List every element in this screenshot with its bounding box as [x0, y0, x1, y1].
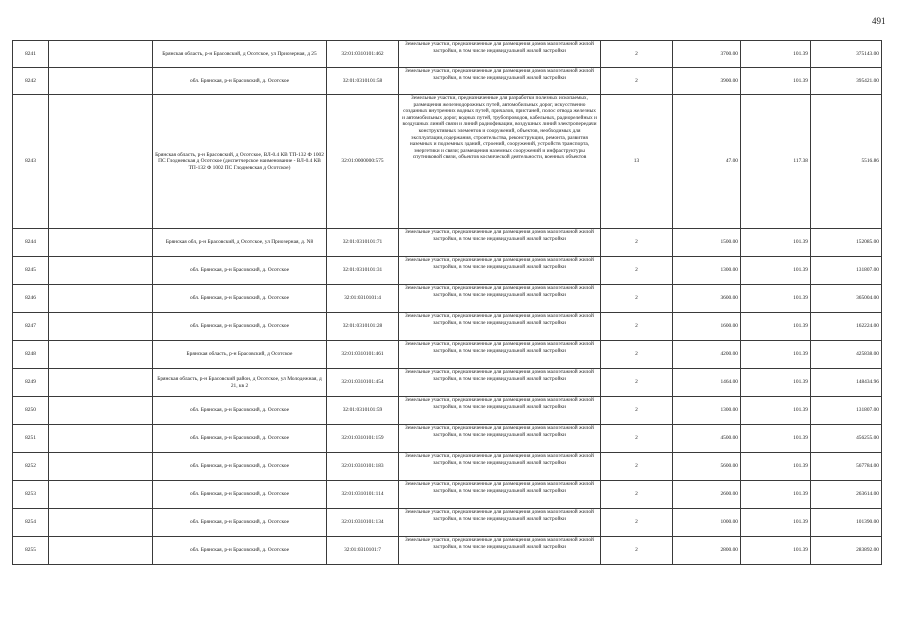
specific-value-cell: 101.39: [741, 537, 811, 565]
address-cell: обл. Брянская, р-н Брасовский, д. Осотское: [153, 257, 327, 285]
table-row: [13, 425, 882, 453]
cadastral-number-cell: 32:01:0310101:134: [327, 509, 399, 537]
cadastral-number-cell: 32:01:0310101:71: [327, 229, 399, 257]
table-row: [13, 257, 882, 285]
specific-value-cell: 117.38: [741, 95, 811, 229]
empty-cell: [49, 537, 153, 565]
empty-cell: [49, 285, 153, 313]
land-category-cell: Земельные участки, предназначенные для размещения домов малоэтажной жилой застройки, в том числе индивидуальной жилой застройки: [399, 397, 601, 425]
row-number-cell: 8242: [13, 68, 49, 95]
row-number-cell: 8254: [13, 509, 49, 537]
group-cell: 2: [601, 68, 673, 95]
area-cell: 4500.00: [673, 425, 741, 453]
group-cell: 2: [601, 285, 673, 313]
cadastral-number-cell: 32:01:0310101:58: [327, 68, 399, 95]
specific-value-cell: 101.39: [741, 481, 811, 509]
area-cell: 1000.00: [673, 509, 741, 537]
area-cell: 47.00: [673, 95, 741, 229]
land-category-cell: Земельные участки, предназначенные для размещения домов малоэтажной жилой застройки, в том числе индивидуальной жилой застройки: [399, 68, 601, 95]
land-category-cell: Земельные участки, предназначенные для размещения домов малоэтажной жилой застройки, в том числе индивидуальной жилой застройки: [399, 425, 601, 453]
group-cell: 2: [601, 397, 673, 425]
address-cell: обл. Брянская, р-н Брасовский, д. Осотское: [153, 397, 327, 425]
address-cell: Брянская область, р-н Брасовский, д Осотское: [153, 341, 327, 369]
area-cell: 1464.00: [673, 369, 741, 397]
address-cell: обл. Брянская, р-н Брасовский, д. Осотское: [153, 313, 327, 341]
empty-cell: [49, 453, 153, 481]
row-number-cell: 8255: [13, 537, 49, 565]
area-cell: 1300.00: [673, 397, 741, 425]
cadastral-number-cell: 32:01:0310101:31: [327, 257, 399, 285]
cadastral-value-cell: 101390.00: [811, 509, 882, 537]
specific-value-cell: 101.39: [741, 453, 811, 481]
specific-value-cell: 101.39: [741, 229, 811, 257]
specific-value-cell: 101.39: [741, 369, 811, 397]
land-category-cell: Земельные участки, предназначенные для размещения домов малоэтажной жилой застройки, в том числе индивидуальной жилой застройки: [399, 41, 601, 68]
cadastral-value-cell: 365004.00: [811, 285, 882, 313]
row-number-cell: 8244: [13, 229, 49, 257]
cadastral-number-cell: 32:01:0310101:462: [327, 41, 399, 68]
group-cell: 2: [601, 341, 673, 369]
land-category-cell: Земельные участки, предназначенные для размещения домов малоэтажной жилой застройки, в том числе индивидуальной жилой застройки: [399, 313, 601, 341]
group-cell: 2: [601, 257, 673, 285]
area-cell: 3600.00: [673, 285, 741, 313]
land-category-cell: Земельные участки, предназначенные для разработки полезных ископаемых, размещения железнодорожных путей, автомобильных дорог, искусственно созданных внутренних водных путей, причалов, пристаней, полос отвода железных и автомобильных дорог, водных путей, трубопроводов, кабельных, радиорелейных и воздушных линий связи и линий радиофикации, воздушных линий электропередачи конструктивных элементов и сооружений, объектов, необходимых для эксплуатации,содержания, строительства, реконструкции, ремонта, развития наземных и подземных зданий, строений, сооружений, устройств транспорта, энергетики и связи; размещения наземных сооружений и инфраструктуры спутниковой связи, объектов космической деятельности, военных объектов: [399, 95, 601, 229]
cadastral-number-cell: 32:01:0310101:183: [327, 453, 399, 481]
area-cell: 2600.00: [673, 481, 741, 509]
table-row: [13, 509, 882, 537]
cadastral-number-cell: 32:01:0000000:575: [327, 95, 399, 229]
group-cell: 2: [601, 509, 673, 537]
cadastral-value-cell: 375143.00: [811, 41, 882, 68]
specific-value-cell: 101.39: [741, 41, 811, 68]
cadastral-value-cell: 148434.96: [811, 369, 882, 397]
address-cell: обл. Брянская, р-н Брасовский, д. Осотское: [153, 285, 327, 313]
cadastral-value-cell: 395421.00: [811, 68, 882, 95]
cadastral-value-cell: 152085.00: [811, 229, 882, 257]
specific-value-cell: 101.39: [741, 68, 811, 95]
table-row: [13, 229, 882, 257]
empty-cell: [49, 341, 153, 369]
area-cell: 1500.00: [673, 229, 741, 257]
address-cell: обл. Брянская, р-н Брасовский, д. Осотское: [153, 537, 327, 565]
address-cell: обл. Брянская, р-н Брасовский, д. Осотское: [153, 425, 327, 453]
land-category-cell: Земельные участки, предназначенные для размещения домов малоэтажной жилой застройки, в том числе индивидуальной жилой застройки: [399, 509, 601, 537]
specific-value-cell: 101.39: [741, 397, 811, 425]
area-cell: 5600.00: [673, 453, 741, 481]
land-category-cell: Земельные участки, предназначенные для размещения домов малоэтажной жилой застройки, в том числе индивидуальной жилой застройки: [399, 257, 601, 285]
empty-cell: [49, 41, 153, 68]
empty-cell: [49, 257, 153, 285]
land-category-cell: Земельные участки, предназначенные для размещения домов малоэтажной жилой застройки, в том числе индивидуальной жилой застройки: [399, 369, 601, 397]
specific-value-cell: 101.39: [741, 285, 811, 313]
row-number-cell: 8246: [13, 285, 49, 313]
cadastral-value-cell: 283892.00: [811, 537, 882, 565]
specific-value-cell: 101.39: [741, 341, 811, 369]
row-number-cell: 8247: [13, 313, 49, 341]
group-cell: 13: [601, 95, 673, 229]
group-cell: 2: [601, 41, 673, 68]
table-row: [13, 313, 882, 341]
empty-cell: [49, 509, 153, 537]
land-category-cell: Земельные участки, предназначенные для размещения домов малоэтажной жилой застройки, в том числе индивидуальной жилой застройки: [399, 285, 601, 313]
land-category-cell: Земельные участки, предназначенные для размещения домов малоэтажной жилой застройки, в том числе индивидуальной жилой застройки: [399, 341, 601, 369]
row-number-cell: 8251: [13, 425, 49, 453]
page-number: 491: [872, 16, 886, 26]
group-cell: 2: [601, 537, 673, 565]
area-cell: 2800.00: [673, 537, 741, 565]
cadastral-value-cell: 456255.00: [811, 425, 882, 453]
row-number-cell: 8243: [13, 95, 49, 229]
cadastral-value-cell: 567784.00: [811, 453, 882, 481]
specific-value-cell: 101.39: [741, 425, 811, 453]
land-category-cell: Земельные участки, предназначенные для размещения домов малоэтажной жилой застройки, в том числе индивидуальной жилой застройки: [399, 481, 601, 509]
land-category-cell: Земельные участки, предназначенные для размещения домов малоэтажной жилой застройки, в том числе индивидуальной жилой застройки: [399, 229, 601, 257]
table-row: [13, 537, 882, 565]
cadastral-number-cell: 32:01:0310101:159: [327, 425, 399, 453]
group-cell: 2: [601, 229, 673, 257]
empty-cell: [49, 397, 153, 425]
cadastral-value-cell: 263614.00: [811, 481, 882, 509]
table-row: [13, 369, 882, 397]
cadastral-number-cell: 32:01:0310101:461: [327, 341, 399, 369]
table-row: [13, 341, 882, 369]
group-cell: 2: [601, 453, 673, 481]
group-cell: 2: [601, 425, 673, 453]
area-cell: 1300.00: [673, 257, 741, 285]
cadastral-number-cell: 32:01:0310101:59: [327, 397, 399, 425]
address-cell: обл. Брянская, р-н Брасовский, д. Осотское: [153, 481, 327, 509]
area-cell: 3700.00: [673, 41, 741, 68]
row-number-cell: 8249: [13, 369, 49, 397]
specific-value-cell: 101.39: [741, 509, 811, 537]
address-cell: Брянская область, р-н Брасовский район, д Осотское, ул Молодежная, д 21, кв 2: [153, 369, 327, 397]
specific-value-cell: 101.39: [741, 257, 811, 285]
address-cell: Брянская обл, р-н Брасовский, д Осотское, ул Приозерная, д. N8: [153, 229, 327, 257]
empty-cell: [49, 229, 153, 257]
address-cell: обл. Брянская, р-н Брасовский, д. Осотское: [153, 68, 327, 95]
row-number-cell: 8241: [13, 41, 49, 68]
area-cell: 4200.00: [673, 341, 741, 369]
empty-cell: [49, 425, 153, 453]
group-cell: 2: [601, 313, 673, 341]
table-row: [13, 68, 882, 95]
row-number-cell: 8250: [13, 397, 49, 425]
area-cell: 3900.00: [673, 68, 741, 95]
specific-value-cell: 101.39: [741, 313, 811, 341]
empty-cell: [49, 95, 153, 229]
row-number-cell: 8252: [13, 453, 49, 481]
group-cell: 2: [601, 481, 673, 509]
table-row: [13, 453, 882, 481]
empty-cell: [49, 68, 153, 95]
table-row: [13, 481, 882, 509]
cadastral-number-cell: 32:01:0310101:7: [327, 537, 399, 565]
address-cell: обл. Брянская, р-н Брасовский, д. Осотское: [153, 509, 327, 537]
land-category-cell: Земельные участки, предназначенные для размещения домов малоэтажной жилой застройки, в том числе индивидуальной жилой застройки: [399, 453, 601, 481]
empty-cell: [49, 313, 153, 341]
table-row: [13, 397, 882, 425]
empty-cell: [49, 369, 153, 397]
address-cell: обл. Брянская, р-н Брасовский, д. Осотское: [153, 453, 327, 481]
cadastral-number-cell: 32:01:0310101:114: [327, 481, 399, 509]
row-number-cell: 8248: [13, 341, 49, 369]
cadastral-value-cell: 131807.00: [811, 257, 882, 285]
address-cell: Брянская область, р-н Брасовский, д Осотское, ВЛ-0.4 КВ ТП-132 Ф 1002 ПС Глодневская д Осотское (диспетчерское наименование - ВЛ-0.4 КВ ТП-132 Ф 1002 ПС Глодневская д Осотское): [153, 95, 327, 229]
land-category-cell: Земельные участки, предназначенные для размещения домов малоэтажной жилой застройки, в том числе индивидуальной жилой застройки: [399, 537, 601, 565]
cadastral-value-cell: 131807.00: [811, 397, 882, 425]
cadastral-number-cell: 32:01:0310101:454: [327, 369, 399, 397]
row-number-cell: 8253: [13, 481, 49, 509]
registry-body: [13, 41, 882, 565]
area-cell: 1600.00: [673, 313, 741, 341]
cadastral-value-cell: 5516.86: [811, 95, 882, 229]
cadastral-value-cell: 425838.00: [811, 341, 882, 369]
table-row: [13, 41, 882, 68]
group-cell: 2: [601, 369, 673, 397]
table-row: [13, 95, 882, 229]
empty-cell: [49, 481, 153, 509]
table-row: [13, 285, 882, 313]
cadastral-number-cell: 32:01:0310101:4: [327, 285, 399, 313]
row-number-cell: 8245: [13, 257, 49, 285]
registry-table: [12, 40, 882, 565]
cadastral-number-cell: 32:01:0310101:28: [327, 313, 399, 341]
address-cell: Брянская область, р-н Брасовский, д Осотское, ул Приозерная, д 25: [153, 41, 327, 68]
cadastral-value-cell: 162224.00: [811, 313, 882, 341]
